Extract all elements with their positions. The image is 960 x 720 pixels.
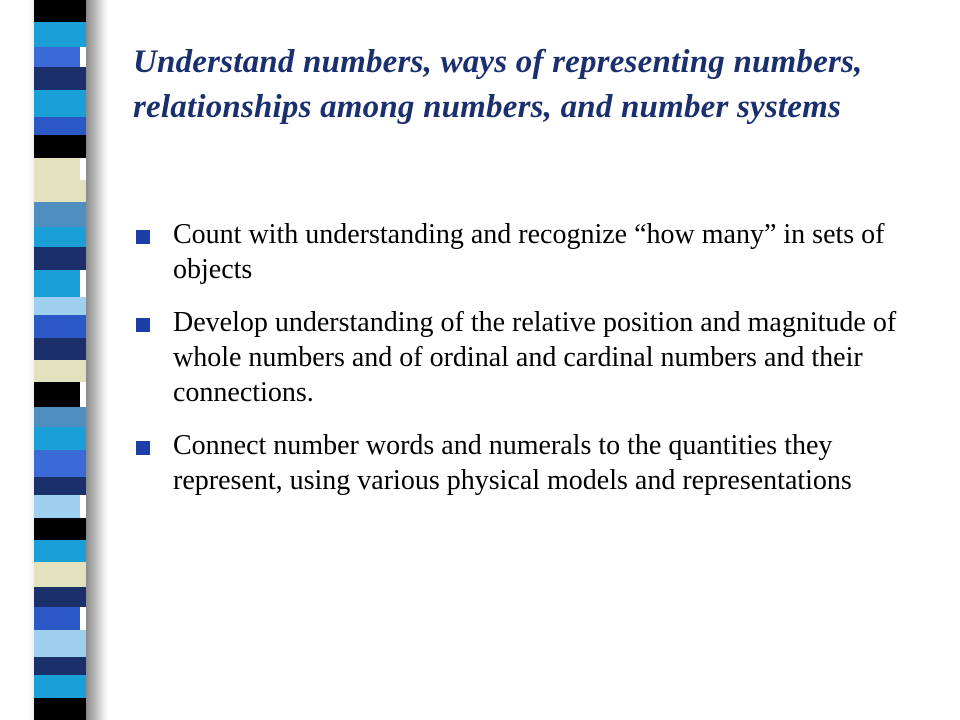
stripe-tile bbox=[34, 587, 88, 607]
stripe-tile bbox=[34, 315, 88, 338]
bullet-item bbox=[136, 428, 936, 498]
square-bullet-icon bbox=[136, 230, 150, 244]
stripe-tile bbox=[34, 427, 88, 450]
square-bullet-icon bbox=[136, 441, 150, 455]
square-bullet-icon bbox=[136, 318, 150, 332]
stripe-stack bbox=[34, 0, 88, 720]
stripe-tile bbox=[34, 22, 88, 47]
bullet-item bbox=[136, 305, 936, 410]
stripe-tile bbox=[34, 297, 88, 315]
stripe-tile bbox=[34, 698, 88, 720]
stripe-tile bbox=[34, 202, 88, 227]
slide-title: Understand numbers, ways of representing numbers, relationships among numbers, and number systems bbox=[133, 44, 863, 125]
stripe-tile bbox=[34, 47, 80, 67]
decorative-stripe-strip bbox=[0, 0, 108, 720]
stripe-tile bbox=[34, 630, 88, 657]
stripe-tile bbox=[34, 657, 88, 675]
stripe-tile bbox=[34, 675, 88, 698]
stripe-tile bbox=[34, 180, 88, 202]
stripe-tile bbox=[34, 607, 80, 630]
stripe-tile bbox=[34, 360, 88, 382]
stripe-tile bbox=[34, 518, 88, 540]
stripe-tile bbox=[34, 382, 80, 407]
stripe-tile bbox=[34, 67, 88, 90]
stripe-tile bbox=[34, 247, 88, 270]
stripe-tile bbox=[34, 338, 88, 360]
stripe-tile bbox=[34, 540, 88, 562]
stripe-tile bbox=[34, 562, 88, 587]
stripe-tile bbox=[34, 270, 80, 297]
bullet-list bbox=[136, 217, 936, 516]
stripe-tile bbox=[34, 135, 88, 158]
stripe-tile bbox=[34, 90, 88, 117]
bullet-text: Connect number words and numerals to the quantities they represent, using various physical models and representations bbox=[173, 430, 852, 496]
stripe-tile bbox=[34, 0, 88, 22]
stripe-tile bbox=[34, 117, 88, 135]
stripe-tile bbox=[34, 227, 88, 247]
stripe-tile bbox=[34, 158, 80, 180]
stripe-tile bbox=[34, 407, 88, 427]
stripe-shadow bbox=[86, 0, 108, 720]
bullet-item bbox=[136, 217, 936, 287]
bullet-text: Count with understanding and recognize “how many” in sets of objects bbox=[173, 219, 885, 285]
stripe-tile bbox=[34, 495, 80, 518]
bullet-text: Develop understanding of the relative position and magnitude of whole numbers and of ordinal and cardinal numbers and their connections. bbox=[173, 307, 897, 408]
stripe-tile bbox=[34, 450, 88, 477]
stripe-tile bbox=[34, 477, 88, 495]
